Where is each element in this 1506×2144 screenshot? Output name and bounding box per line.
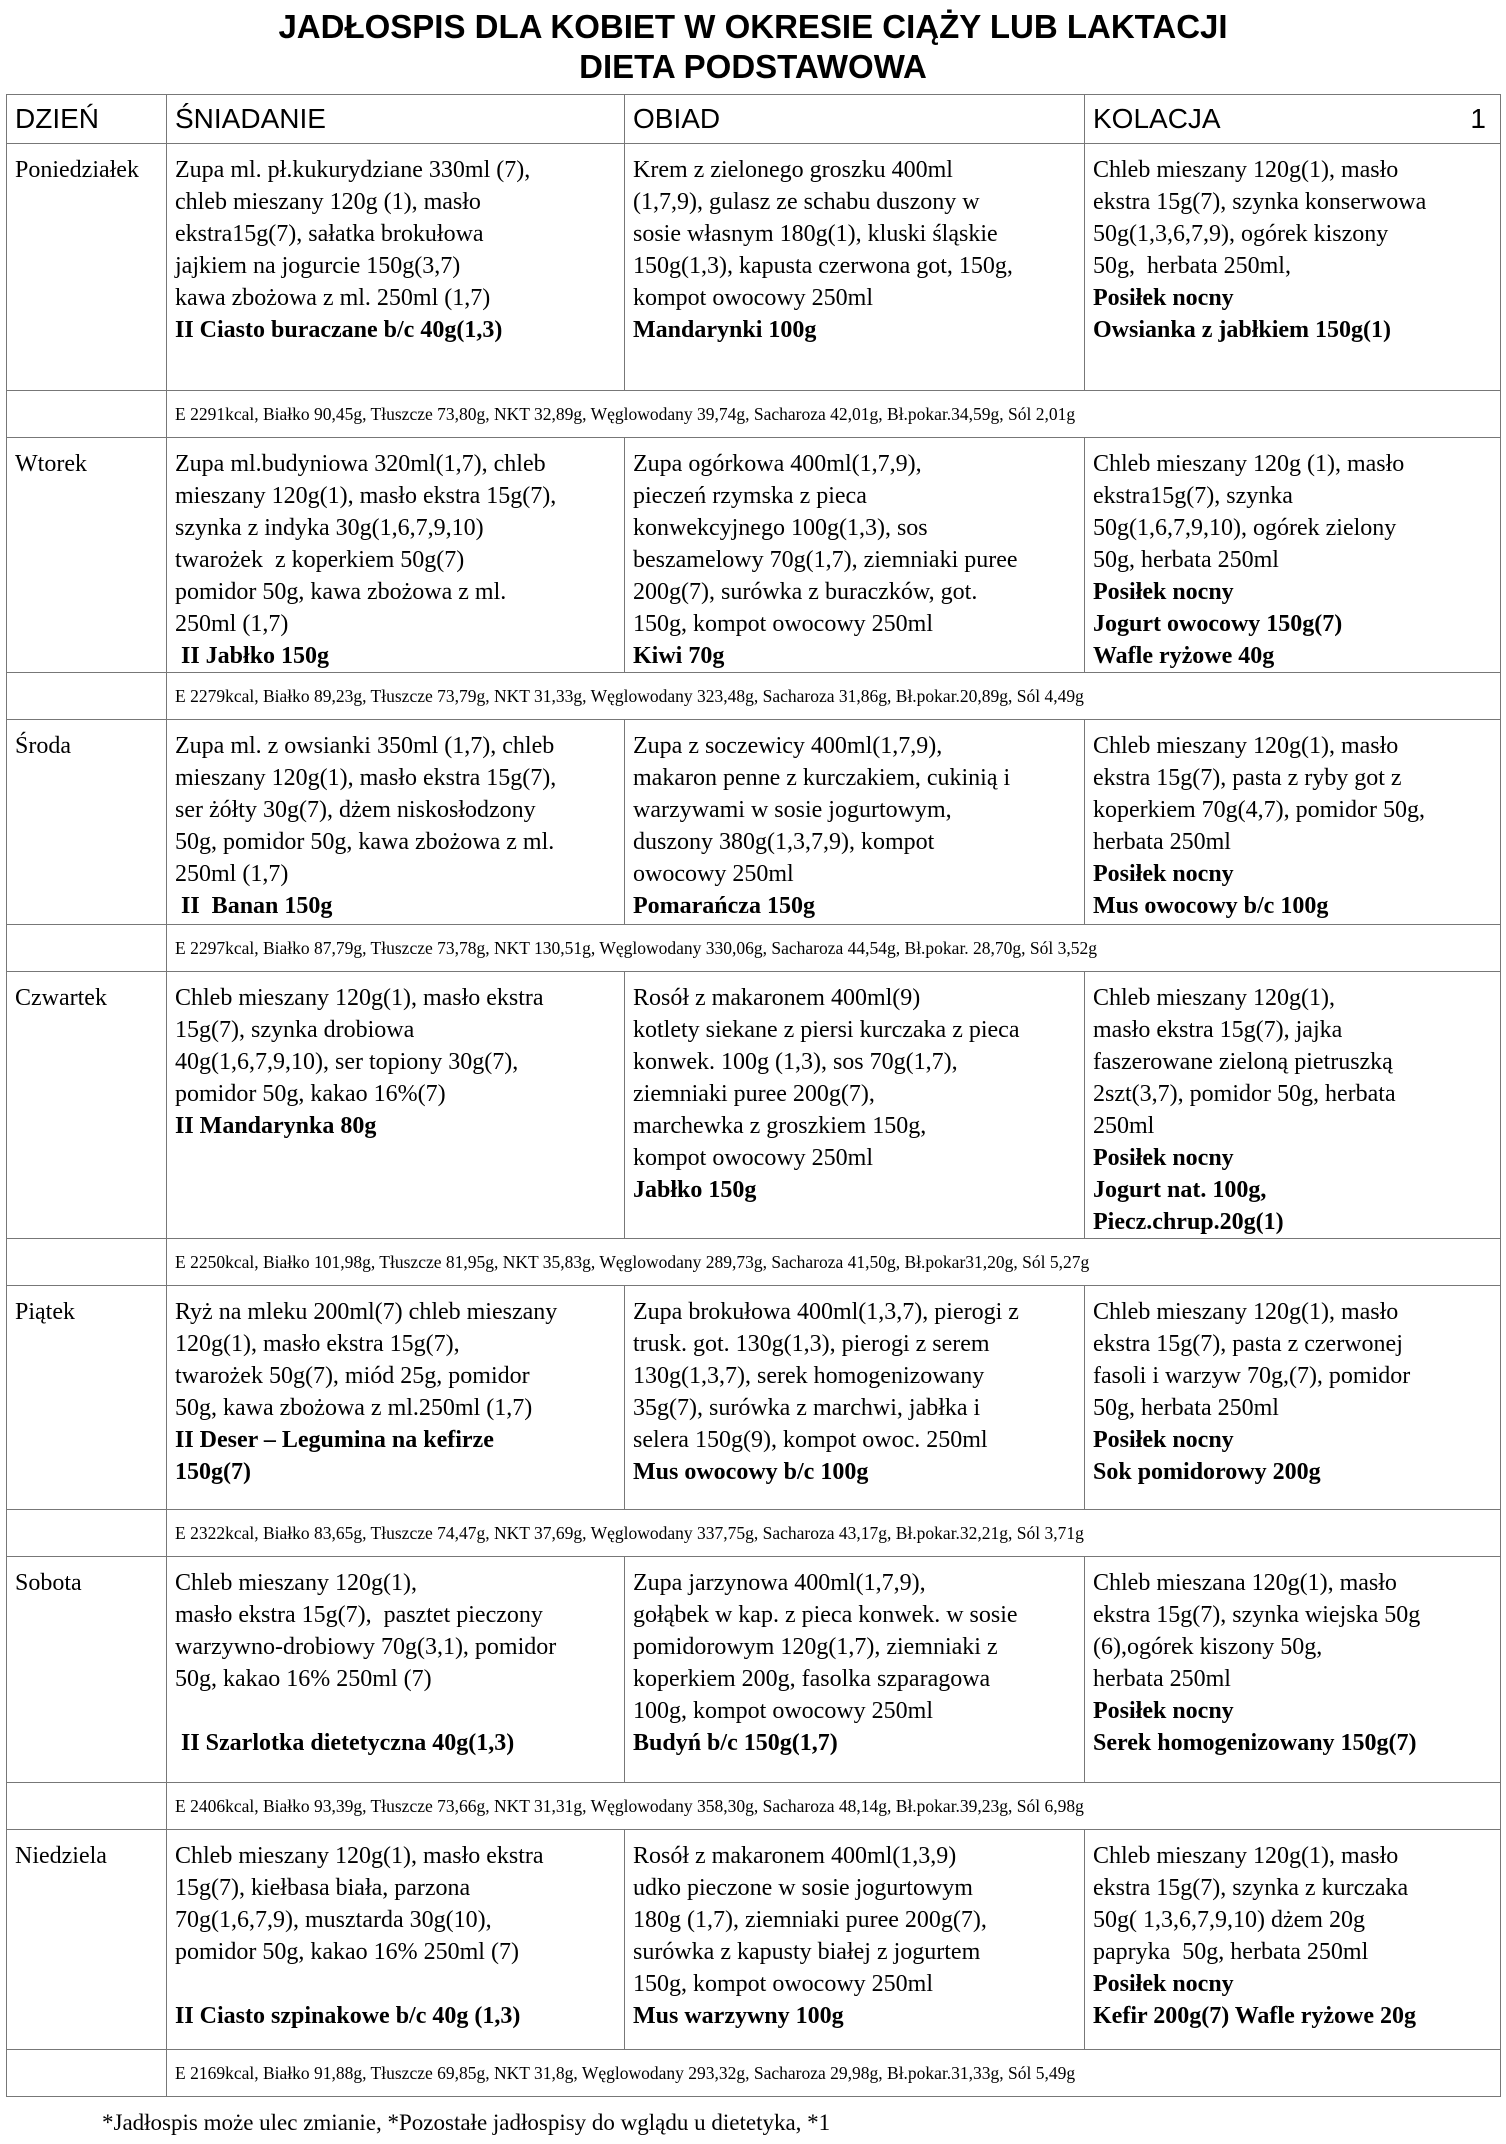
nutrition-row [7,673,1501,720]
breakfast-line: jajkiem na jogurcie 150g(3,7) [175,253,461,279]
breakfast-line: 40g(1,6,7,9,10), ser topiony 30g(7), [175,1049,519,1075]
lunch-line: Zupa ogórkowa 400ml(1,7,9), [633,451,922,477]
breakfast-line: chleb mieszany 120g (1), masło [175,189,481,215]
nutrition-spacer [7,1239,167,1286]
dinner-line: Posiłek nocny [1093,1971,1234,1997]
dinner-line: Posiłek nocny [1093,861,1234,887]
breakfast-line: mieszany 120g(1), masło ekstra 15g(7), [175,765,557,791]
breakfast-line: II Deser – Legumina na kefirze [175,1427,494,1453]
day-row [7,144,1501,391]
breakfast-line: 150g(7) [175,1459,251,1485]
lunch-line: Rosół z makaronem 400ml(9) [633,985,921,1011]
nutrition-row [7,925,1501,972]
dinner-line: herbata 250ml [1093,829,1231,855]
header-row [7,95,1501,144]
lunch-line: Mus warzywny 100g [633,2003,844,2029]
dinner-line: masło ekstra 15g(7), jajka [1093,1017,1343,1043]
lunch-line: Jabłko 150g [633,1177,757,1203]
dinner-line: ekstra 15g(7), szynka wiejska 50g [1093,1602,1421,1628]
dinner-line: 50g, herbata 250ml, [1093,253,1291,279]
nutrition-row [7,1510,1501,1557]
breakfast-line: pomidor 50g, kakao 16%(7) [175,1081,446,1107]
breakfast-line: Ryż na mleku 200ml(7) chleb mieszany [175,1299,558,1325]
lunch-line: 150g, kompot owocowy 250ml [633,1971,933,1997]
day-row [7,1830,1501,2050]
dinner-line: papryka 50g, herbata 250ml [1093,1939,1369,1965]
breakfast-line: II Mandarynka 80g [175,1113,377,1139]
day-row [7,720,1501,925]
breakfast-line: kawa zbożowa z ml. 250ml (1,7) [175,285,491,311]
day-name: Niedziela [7,1830,167,2050]
breakfast-line: Chleb mieszany 120g(1), masło ekstra [175,1843,544,1869]
breakfast-line: II Banan 150g [175,893,333,919]
breakfast-line: mieszany 120g(1), masło ekstra 15g(7), [175,483,557,509]
dinner-line: Chleb mieszany 120g(1), masło [1093,157,1399,183]
lunch-line: 35g(7), surówka z marchwi, jabłka i [633,1395,981,1421]
lunch-line: warzywami w sosie jogurtowym, [633,797,952,823]
day-row [7,1557,1501,1783]
nutrition-summary: E 2297kcal, Białko 87,79g, Tłuszcze 73,78g, NKT 130,51g, Węglowodany 330,06g, Sacharoza 44,54g, Bł.pokar. 28,70g, Sól 3,52g [167,925,1501,972]
lunch-line: Pomarańcza 150g [633,893,815,919]
breakfast-line: Chleb mieszany 120g(1), masło ekstra [175,985,544,1011]
header-lunch: OBIAD [625,95,1085,144]
breakfast-line: 15g(7), szynka drobiowa [175,1017,415,1043]
nutrition-row [7,2050,1501,2097]
lunch-cell [625,144,1085,391]
nutrition-summary: E 2250kcal, Białko 101,98g, Tłuszcze 81,95g, NKT 35,83g, Węglowodany 289,73g, Sacharoza 41,50g, Bł.pokar31,20g, Sól 5,27g [167,1239,1501,1286]
header-dinner [1085,95,1501,144]
lunch-line: udko pieczone w sosie jogurtowym [633,1875,973,1901]
breakfast-cell [167,144,625,391]
dinner-line: Posiłek nocny [1093,1145,1234,1171]
nutrition-spacer [7,391,167,438]
nutrition-summary: E 2169kcal, Białko 91,88g, Tłuszcze 69,85g, NKT 31,8g, Węglowodany 293,32g, Sacharoza 29,98g, Bł.pokar.31,33g, Sól 5,49g [167,2050,1501,2097]
menu-body [7,144,1501,2097]
breakfast-line: warzywno-drobiowy 70g(3,1), pomidor [175,1634,557,1660]
lunch-line: 150g(1,3), kapusta czerwona got, 150g, [633,253,1013,279]
dinner-line: 50g( 1,3,6,7,9,10) dżem 20g [1093,1907,1365,1933]
header-breakfast: ŚNIADANIE [167,95,625,144]
lunch-line: Zupa brokułowa 400ml(1,3,7), pierogi z [633,1299,1019,1325]
breakfast-line: II Ciasto buraczane b/c 40g(1,3) [175,317,503,343]
lunch-line: gołąbek w kap. z pieca konwek. w sosie [633,1602,1018,1628]
dinner-line: ekstra 15g(7), szynka z kurczaka [1093,1875,1409,1901]
lunch-line: 100g, kompot owocowy 250ml [633,1698,933,1724]
header-day: DZIEŃ [7,95,167,144]
breakfast-line: II Ciasto szpinakowe b/c 40g (1,3) [175,2003,521,2029]
lunch-line: konwek. 100g (1,3), sos 70g(1,7), [633,1049,958,1075]
dinner-line: Mus owocowy b/c 100g [1093,893,1329,919]
nutrition-row [7,1783,1501,1830]
lunch-line: 130g(1,3,7), serek homogenizowany [633,1363,985,1389]
dinner-line: Chleb mieszany 120g (1), masło [1093,451,1405,477]
day-name: Czwartek [7,972,167,1239]
dinner-line: Posiłek nocny [1093,1427,1234,1453]
lunch-line: 180g (1,7), ziemniaki puree 200g(7), [633,1907,987,1933]
lunch-line: kompot owocowy 250ml [633,1145,873,1171]
breakfast-cell [167,972,625,1239]
document-subtitle: DIETA PODSTAWOWA [579,48,927,85]
breakfast-line: Zupa ml.budyniowa 320ml(1,7), chleb [175,451,546,477]
breakfast-line: II Jabłko 150g [175,643,330,669]
breakfast-line: Chleb mieszany 120g(1), [175,1570,417,1596]
dinner-cell [1085,438,1501,673]
lunch-line: surówka z kapusty białej z jogurtem [633,1939,981,1965]
breakfast-line: szynka z indyka 30g(1,6,7,9,10) [175,515,484,541]
breakfast-line: twarożek z koperkiem 50g(7) [175,547,465,573]
lunch-line: kotlety siekane z piersi kurczaka z pieca [633,1017,1020,1043]
lunch-line: marchewka z groszkiem 150g, [633,1113,927,1139]
nutrition-row [7,391,1501,438]
dinner-line: Chleb mieszana 120g(1), masło [1093,1570,1397,1596]
lunch-line: makaron penne z kurczakiem, cukinią i [633,765,1011,791]
lunch-line: pomidorowym 120g(1,7), ziemniaki z [633,1634,998,1660]
dinner-line: (6),ogórek kiszony 50g, [1093,1634,1323,1660]
dinner-cell [1085,144,1501,391]
lunch-line: ziemniaki puree 200g(7), [633,1081,875,1107]
breakfast-line: 15g(7), kiełbasa biała, parzona [175,1875,471,1901]
breakfast-line: 250ml (1,7) [175,861,289,887]
dinner-line: 2szt(3,7), pomidor 50g, herbata [1093,1081,1396,1107]
dinner-line: ekstra 15g(7), pasta z czerwonej [1093,1331,1403,1357]
dinner-line: herbata 250ml [1093,1666,1231,1692]
breakfast-line: Zupa ml. pł.kukurydziane 330ml (7), [175,157,531,183]
page-number: 1 [1470,103,1486,134]
day-name: Piątek [7,1286,167,1510]
day-row [7,438,1501,673]
dinner-line: ekstra15g(7), szynka [1093,483,1293,509]
lunch-line: Zupa jarzynowa 400ml(1,7,9), [633,1570,926,1596]
dinner-cell [1085,1830,1501,2050]
breakfast-line: 250ml (1,7) [175,611,289,637]
dinner-line: ekstra 15g(7), pasta z ryby got z [1093,765,1402,791]
nutrition-spacer [7,1510,167,1557]
breakfast-line: 120g(1), masło ekstra 15g(7), [175,1331,460,1357]
lunch-line: Kiwi 70g [633,643,725,669]
nutrition-spacer [7,2050,167,2097]
dinner-line: fasoli i warzyw 70g,(7), pomidor [1093,1363,1411,1389]
breakfast-line: 50g, kawa zbożowa z ml.250ml (1,7) [175,1395,533,1421]
dinner-line: 50g, herbata 250ml [1093,1395,1279,1421]
breakfast-line: ekstra15g(7), sałatka brokułowa [175,221,484,247]
lunch-line: kompot owocowy 250ml [633,285,873,311]
nutrition-summary: E 2291kcal, Białko 90,45g, Tłuszcze 73,80g, NKT 32,89g, Węglowodany 39,74g, Sacharoza 42,01g, Bł.pokar.34,59g, Sól 2,01g [167,391,1501,438]
dinner-line: Posiłek nocny [1093,1698,1234,1724]
dinner-line: Serek homogenizowany 150g(7) [1093,1730,1417,1756]
lunch-line: 150g, kompot owocowy 250ml [633,611,933,637]
breakfast-line [175,1695,616,1727]
breakfast-line: II Szarlotka dietetyczna 40g(1,3) [175,1730,515,1756]
lunch-line: Budyń b/c 150g(1,7) [633,1730,838,1756]
dinner-line: 50g(1,6,7,9,10), ogórek zielony [1093,515,1397,541]
lunch-cell [625,720,1085,925]
lunch-line: 200g(7), surówka z buraczków, got. [633,579,978,605]
lunch-cell [625,1286,1085,1510]
day-name: Poniedziałek [7,144,167,391]
lunch-line: pieczeń rzymska z pieca [633,483,867,509]
lunch-cell [625,1557,1085,1783]
breakfast-line: ser żółty 30g(7), dżem niskosłodzony [175,797,536,823]
menu-table [6,94,1501,2097]
dinner-line: Jogurt nat. 100g, [1093,1177,1267,1203]
breakfast-line [175,1968,616,2000]
dinner-line: Jogurt owocowy 150g(7) [1093,611,1343,637]
dinner-cell [1085,1557,1501,1783]
nutrition-row [7,1239,1501,1286]
dinner-line: ekstra 15g(7), szynka konserwowa [1093,189,1427,215]
dinner-line: 50g, herbata 250ml [1093,547,1279,573]
lunch-line: trusk. got. 130g(1,3), pierogi z serem [633,1331,990,1357]
dinner-line: Chleb mieszany 120g(1), masło [1093,1299,1399,1325]
dinner-line: Posiłek nocny [1093,285,1234,311]
lunch-line: sosie własnym 180g(1), kluski śląskie [633,221,998,247]
breakfast-line: Zupa ml. z owsianki 350ml (1,7), chleb [175,733,555,759]
dinner-line: Owsianka z jabłkiem 150g(1) [1093,317,1392,343]
dinner-line: koperkiem 70g(4,7), pomidor 50g, [1093,797,1425,823]
lunch-line: Mandarynki 100g [633,317,817,343]
lunch-line: selera 150g(9), kompot owoc. 250ml [633,1427,988,1453]
day-name: Wtorek [7,438,167,673]
dinner-line: Piecz.chrup.20g(1) [1093,1209,1284,1235]
day-row [7,1286,1501,1510]
lunch-cell [625,1830,1085,2050]
header-dinner-label: KOLACJA [1093,103,1221,134]
lunch-line: (1,7,9), gulasz ze schabu duszony w [633,189,980,215]
dinner-cell [1085,1286,1501,1510]
lunch-line: konwekcyjnego 100g(1,3), sos [633,515,928,541]
lunch-cell [625,972,1085,1239]
dinner-line: Chleb mieszany 120g(1), [1093,985,1335,1011]
dinner-line: Chleb mieszany 120g(1), masło [1093,1843,1399,1869]
lunch-line: Krem z zielonego groszku 400ml [633,157,953,183]
lunch-line: Rosół z makaronem 400ml(1,3,9) [633,1843,957,1869]
lunch-line: Mus owocowy b/c 100g [633,1459,869,1485]
dinner-line: Wafle ryżowe 40g [1093,643,1275,669]
breakfast-line: pomidor 50g, kakao 16% 250ml (7) [175,1939,519,1965]
dinner-line: 250ml [1093,1113,1155,1139]
footer-note: *Jadłospis może ulec zmianie, *Pozostałe jadłospisy do wglądu u dietetyka, *1 [102,2110,831,2135]
breakfast-line: pomidor 50g, kawa zbożowa z ml. [175,579,507,605]
nutrition-summary: E 2279kcal, Białko 89,23g, Tłuszcze 73,79g, NKT 31,33g, Węglowodany 323,48g, Sacharoza 31,86g, Bł.pokar.20,89g, Sól 4,49g [167,673,1501,720]
day-name: Środa [7,720,167,925]
breakfast-cell [167,720,625,925]
lunch-line: koperkiem 200g, fasolka szparagowa [633,1666,991,1692]
breakfast-line: 50g, pomidor 50g, kawa zbożowa z ml. [175,829,555,855]
dinner-cell [1085,720,1501,925]
breakfast-cell [167,1286,625,1510]
lunch-line: owocowy 250ml [633,861,794,887]
breakfast-cell [167,1830,625,2050]
nutrition-summary: E 2322kcal, Białko 83,65g, Tłuszcze 74,47g, NKT 37,69g, Węglowodany 337,75g, Sacharoza 43,17g, Bł.pokar.32,21g, Sól 3,71g [167,1510,1501,1557]
breakfast-line: 70g(1,6,7,9), musztarda 30g(10), [175,1907,492,1933]
breakfast-cell [167,438,625,673]
nutrition-summary: E 2406kcal, Białko 93,39g, Tłuszcze 73,66g, NKT 31,31g, Węglowodany 358,30g, Sacharoza 48,14g, Bł.pokar.39,23g, Sól 6,98g [167,1783,1501,1830]
breakfast-cell [167,1557,625,1783]
breakfast-line: masło ekstra 15g(7), pasztet pieczony [175,1602,543,1628]
dinner-line: faszerowane zieloną pietruszką [1093,1049,1393,1075]
lunch-line: beszamelowy 70g(1,7), ziemniaki puree [633,547,1018,573]
nutrition-spacer [7,1783,167,1830]
dinner-line: Posiłek nocny [1093,579,1234,605]
day-name: Sobota [7,1557,167,1783]
dinner-line: 50g(1,3,6,7,9), ogórek kiszony [1093,221,1389,247]
dinner-line: Kefir 200g(7) Wafle ryżowe 20g [1093,2003,1417,2029]
nutrition-spacer [7,673,167,720]
dinner-line: Sok pomidorowy 200g [1093,1459,1321,1485]
dinner-line: Chleb mieszany 120g(1), masło [1093,733,1399,759]
breakfast-line: twarożek 50g(7), miód 25g, pomidor [175,1363,530,1389]
lunch-cell [625,438,1085,673]
lunch-line: duszony 380g(1,3,7,9), kompot [633,829,935,855]
dinner-cell [1085,972,1501,1239]
lunch-line: Zupa z soczewicy 400ml(1,7,9), [633,733,943,759]
document-title: JADŁOSPIS DLA KOBIET W OKRESIE CIĄŻY LUB LAKTACJI [278,8,1228,45]
day-row [7,972,1501,1239]
breakfast-line: 50g, kakao 16% 250ml (7) [175,1666,432,1692]
nutrition-spacer [7,925,167,972]
